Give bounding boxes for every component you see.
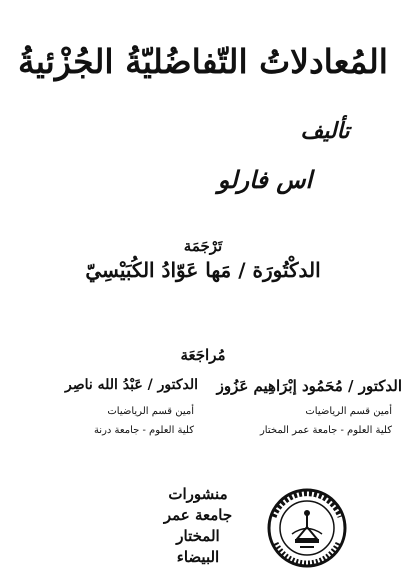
university-seal-icon — [262, 487, 352, 569]
reviewer-2-position: أمين قسم الرياضيات — [107, 406, 194, 417]
review-label: مُراجَعَة — [180, 346, 226, 364]
translation-label: تَرْجَمَة — [183, 237, 223, 255]
author-label: تأليف — [300, 118, 350, 144]
reviewer-2-name: الدكتور / عَبْدُ الله ناصِر — [65, 377, 198, 393]
reviewer-1-position: أمين قسم الرياضيات — [305, 406, 392, 417]
reviewer-2-affiliation: كلية العلوم - جامعة درنة — [93, 425, 194, 436]
publisher-line-3: البيضاء — [176, 548, 220, 566]
reviewer-1-name: الدكتور / مُحَمُود إبْرَاهِيم عَزُوز — [216, 377, 402, 395]
reviewer-1-affiliation: كلية العلوم - جامعة عمر المختار — [259, 425, 392, 436]
translator-name: الدكْتُورَة / مَها عَوّادُ الكُبَيْسِيّ — [85, 258, 321, 282]
publisher-block — [140, 484, 256, 568]
book-title: المُعادلاتُ التّفاضُليّةُ الجُزْئيةُ — [18, 42, 388, 81]
publisher-line-2: جامعة عمر المختار — [163, 506, 233, 545]
publisher-line-1: منشورات — [168, 485, 228, 503]
author-name: اس فارلو — [217, 165, 313, 194]
